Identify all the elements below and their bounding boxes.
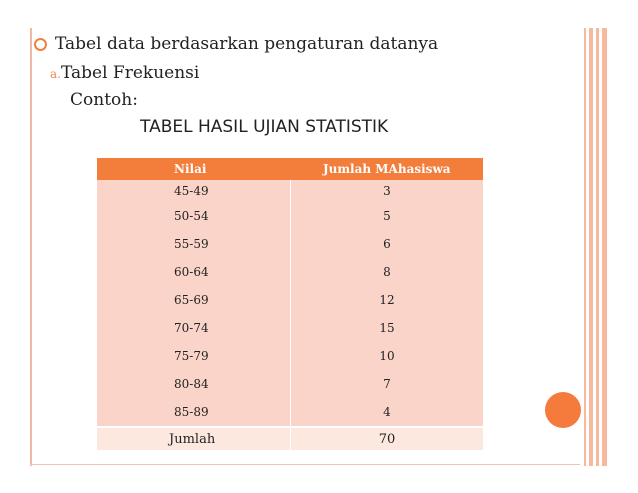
nilai-cell: 65-69	[97, 286, 291, 314]
table-total-row	[97, 427, 483, 450]
table-header-row	[97, 158, 483, 180]
count-cell: 15	[291, 314, 484, 342]
count-cell: 6	[291, 230, 484, 258]
table-row	[97, 370, 483, 398]
right-stripe	[589, 28, 593, 466]
nilai-cell: 70-74	[97, 314, 291, 342]
table-row	[97, 286, 483, 314]
example-label: Contoh:	[70, 90, 138, 110]
sub-bullet-marker: a.	[50, 67, 61, 81]
nilai-cell: 80-84	[97, 370, 291, 398]
nilai-cell: 75-79	[97, 342, 291, 370]
bullet-point	[34, 34, 438, 54]
count-cell: 5	[291, 202, 484, 230]
bottom-border-line	[30, 464, 580, 465]
table-row	[97, 398, 483, 427]
table-body	[97, 180, 483, 450]
count-cell: 3	[291, 180, 484, 202]
sub-bullet-text: Tabel Frekuensi	[60, 63, 200, 83]
count-cell: 4	[291, 398, 484, 427]
count-cell: 8	[291, 258, 484, 286]
nilai-cell: 50-54	[97, 202, 291, 230]
frequency-table	[97, 158, 483, 450]
table-row	[97, 314, 483, 342]
right-stripe	[602, 28, 607, 466]
table-row	[97, 230, 483, 258]
column-header-nilai: Nilai	[97, 158, 291, 180]
total-value-cell: 70	[291, 427, 484, 450]
right-stripe	[584, 28, 586, 466]
count-cell: 12	[291, 286, 484, 314]
bullet-ring-icon	[34, 38, 47, 51]
nilai-cell: 85-89	[97, 398, 291, 427]
count-cell: 10	[291, 342, 484, 370]
table-row	[97, 180, 483, 202]
sub-bullet	[50, 63, 199, 83]
left-border-line	[30, 28, 32, 466]
nilai-cell: 45-49	[97, 180, 291, 202]
column-header-jumlah: Jumlah MAhasiswa	[291, 158, 484, 180]
table-row	[97, 258, 483, 286]
table-row	[97, 342, 483, 370]
count-cell: 7	[291, 370, 484, 398]
table-title: TABEL HASIL UJIAN STATISTIK	[140, 117, 389, 137]
table-row	[97, 202, 483, 230]
total-label-cell: Jumlah	[97, 427, 291, 450]
nilai-cell: 60-64	[97, 258, 291, 286]
bullet-text: Tabel data berdasarkan pengaturan datanya	[55, 34, 439, 54]
nilai-cell: 55-59	[97, 230, 291, 258]
decorative-circle	[545, 392, 581, 428]
right-stripe	[596, 28, 599, 466]
